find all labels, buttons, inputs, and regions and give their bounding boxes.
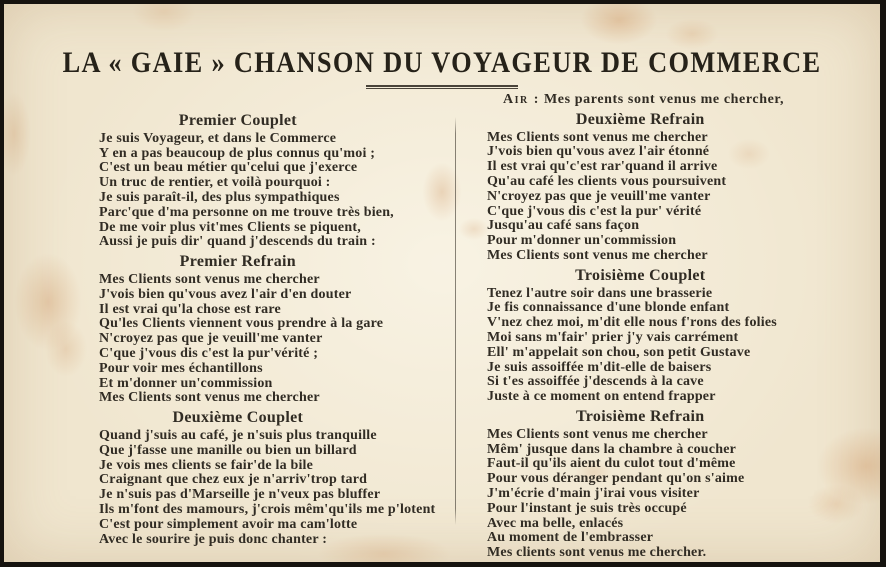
column-right [455,93,880,561]
lyric-line: Je suis paraît-il, des plus sympathiques [99,189,340,205]
lyric-line: Parc'que d'ma personne on me trouve très bien, [99,204,394,220]
lyric-line: Mes Clients sont venus me chercher [487,129,708,145]
lyric-line: Jusqu'au café sans façon [487,218,640,234]
lyric-line: Je fis connaissance d'une blonde enfant [487,300,730,316]
lyric-line: Avec le sourire je puis donc chanter : [99,531,328,547]
lyric-line: Un truc de rentier, et voilà pourquoi : [99,175,331,191]
lyric-line: Mes Clients sont venus me chercher [487,426,708,442]
section-heading: Premier Couplet [178,112,297,129]
lyric-line: Pour vous déranger pendant qu'on s'aime [487,471,745,487]
lyric-line: J'vois bien qu'vous avez l'air étonné [487,144,710,160]
lyric-line: Qu'les Clients viennent vous prendre à la gare [99,316,384,332]
lyric-line: Que j'fasse une manille ou bien un billard [99,442,357,458]
lyric-line: Tenez l'autre soir dans une brasserie [487,285,713,301]
lyric-line: Y en a pas beaucoup de plus connus qu'moi ; [99,145,376,161]
air-text: Mes parents sont venus me chercher, [539,92,785,107]
lyric-line: Ell' m'appelait son chou, son petit Gustave [487,344,751,360]
lyrics-columns [4,93,880,561]
lyric-line: C'est un beau métier qu'celui que j'exerce [99,160,358,176]
lyric-line: J'vois bien qu'vous avez l'air d'en douter [99,286,352,302]
lyric-line: Je suis assoiffée m'dit-elle de baisers [487,359,712,375]
section-heading: Deuxième Couplet [172,409,304,427]
lyric-line: Faut-il qu'ils aient du culot tout d'même [487,456,736,472]
lyric-line: Mes clients sont venus me chercher. [487,545,707,561]
lyric-line: Juste à ce moment on entend frapper [487,389,716,405]
lyric-line: N'croyez pas que je veuill'me vanter [487,188,711,204]
lyric-line: Si t'es assoiffée j'descends à la cave [487,374,704,390]
lyric-line: Mes Clients sont venus me chercher [487,247,708,263]
lyric-line: N'croyez pas que je veuill'me vanter [99,331,323,347]
lyric-line: Mes Clients sont venus me chercher [99,390,320,406]
page-title: LA « GAIE » CHANSON DU VOYAGEUR DE COMMERCE [62,46,822,79]
lyric-line: Au moment de l'embrasser [487,530,654,546]
lyric-line: Avec ma belle, enlacés [487,515,624,531]
lyric-line: Moi sans m'fair' prier j'y vais carrément [487,329,739,345]
lyric-line: Pour voir mes échantillons [99,360,263,376]
column-divider [455,117,456,525]
section-heading: Premier Refrain [179,253,296,271]
lyric-line: C'que j'vous dis c'est la pur'vérité ; [99,345,319,361]
lyric-line: Aussi je puis dir' quand j'descends du train : [99,234,376,250]
lyric-line: J'm'écrie d'main j'irai vous visiter [487,485,700,501]
lyric-line: Il est vrai qu'la chose est rare [99,301,281,317]
lyric-line: Mes Clients sont venus me chercher [99,271,320,287]
lyric-line: C'que j'vous dis c'est la pur' vérité [487,203,702,219]
section-heading: Troisième Refrain [576,407,705,425]
column-left [4,93,455,547]
lyric-line: C'est pour simplement avoir ma cam'lotte [99,516,358,532]
air-label: Air : [503,92,540,107]
lyric-line: Craignant que chez eux je n'arriv'trop tard [99,472,368,488]
lyric-line: Je suis Voyageur, et dans le Commerce [99,130,337,146]
lyric-line: Quand j'suis au café, je n'suis plus tranquille [99,427,377,443]
lyric-line: Pour l'instant je suis très occupé [487,500,687,516]
lyric-line: Ils m'font des mamours, j'crois mêm'qu'ils me p'lotent [99,501,436,517]
air-reference [503,93,880,108]
lyric-line: Et m'donner un'commission [99,375,273,391]
title-underline [366,85,518,89]
lyric-line: Je vois mes clients se fair'de la bile [99,457,314,473]
lyric-line: V'nez chez moi, m'dit elle nous f'rons des folies [487,315,777,331]
lyric-line: Qu'au café les clients vous poursuivent [487,173,727,189]
lyric-line: Mêm' jusque dans la chambre à coucher [487,441,737,457]
lyric-line: Il est vrai qu'c'est rar'quand il arrive [487,159,718,175]
lyric-line: Je n'suis pas d'Marseille je n'veux pas bluffer [99,487,381,503]
section-heading: Deuxième Refrain [575,110,705,128]
lyric-line: De me voir plus vit'mes Clients se piquent, [99,219,361,235]
section-heading: Troisième Couplet [575,266,706,284]
lyric-line: Pour m'donner un'commission [487,233,677,249]
